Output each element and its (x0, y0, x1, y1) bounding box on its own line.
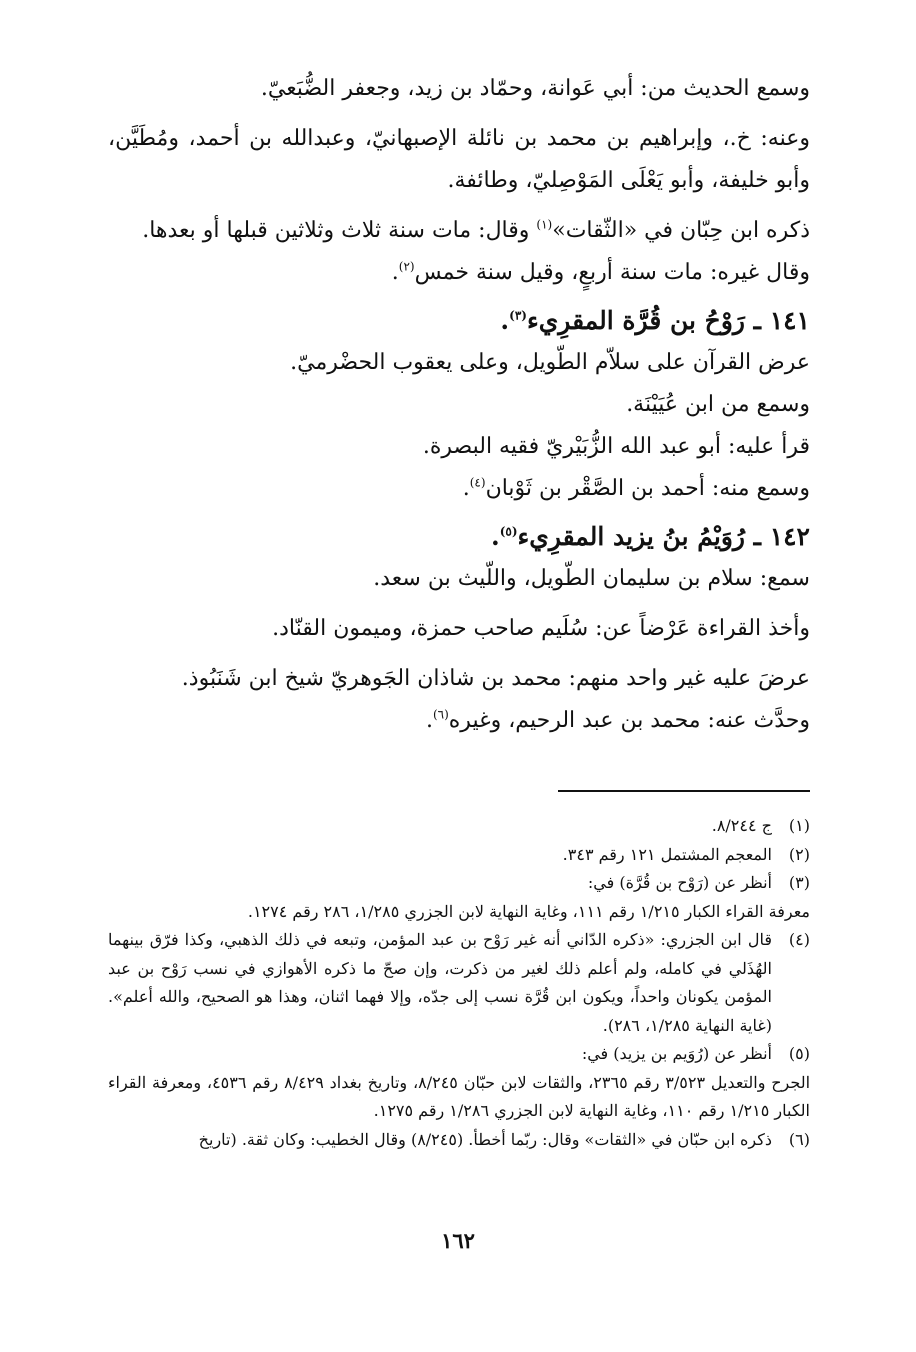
footnote-number: (٣) (788, 873, 810, 892)
heading-text-tail: . (500, 306, 510, 335)
footnote-marker: (٦) (432, 707, 449, 722)
footnote-number: (٤) (788, 930, 810, 949)
paragraph-text: عرضَ عليه غير واحد منهم: محمد بن شاذان الجَوهريّ شيخ ابن شَنَبُوذ. (181, 666, 810, 691)
footnote-4 (108, 926, 810, 1040)
footnote-2 (108, 841, 810, 870)
footnote-number: (٦) (788, 1129, 810, 1149)
paragraph-text: وحدَّث عنه: محمد بن عبد الرحيم، وغيره (448, 708, 810, 733)
heading-text: ١٤١ ـ رَوْحُ بن قُرَّة المقرِيء (526, 306, 810, 335)
paragraph-13 (108, 658, 810, 700)
footnote-marker: (٢) (398, 259, 415, 274)
footnote-line: أنظر عن (رَوْح بن قُرَّة) في: (587, 873, 772, 892)
paragraph-text-tail: . (391, 260, 399, 285)
footnote-body (108, 869, 810, 926)
footnote-line: ذكره ابن حبّان في «الثقات» وقال: ربّما أخطأ. (٨/٢٤٥) وقال الخطيب: وكان ثقة. (تاريخ (198, 1129, 772, 1149)
footnote-line: أنظر عن (رُوَيم بن يزيد) في: (581, 1044, 772, 1063)
paragraph-11 (108, 558, 810, 600)
paragraph-text: وسمع الحديث من: أبي عَوانة، وحمّاد بن زيد، وجعفر الضُّبَعيّ. (260, 76, 810, 101)
paragraph-text: وقال غيره: مات سنة أربعٍ، وقيل سنة خمس (414, 260, 810, 285)
paragraph-text: ذكره ابن حِبّان في «الثّقات» (552, 218, 810, 243)
footnote-5 (108, 1040, 810, 1126)
paragraph-2 (108, 118, 810, 202)
heading-text-tail: . (490, 522, 500, 551)
heading-text: ١٤٢ ـ رُوَيْمُ بنُ يزيد المقرِيء (517, 522, 810, 551)
footnote-number: (١) (788, 816, 810, 835)
page-number: ١٦٢ (441, 1228, 475, 1253)
paragraph-text-tail: . (462, 476, 470, 501)
footnote-line: المعجم المشتمل ١٢١ رقم ٣٤٣. (562, 844, 772, 864)
paragraph-text: قرأ عليه: أبو عبد الله الزُّبَيْريّ فقيه البصرة. (422, 434, 810, 459)
footnote-line: الجرح والتعديل ٣/٥٢٣ رقم ٢٣٦٥، والثقات لابن حبّان ٨/٢٤٥، وتاريخ بغداد ٨/٤٢٩ رقم ٤٥٣٦، ومعرفة القراء الكبار ١/٢١٥ رقم ١١٠، وغاية النهاية لابن الجزري ١/٢٨٦ رقم ١٢٧٥. (108, 1072, 811, 1120)
main-text (108, 68, 810, 742)
paragraph-7 (108, 384, 810, 426)
footnote-body (108, 1126, 772, 1155)
paragraph-6 (108, 342, 810, 384)
footnote-marker: (٣) (509, 308, 527, 323)
entry-heading-141 (108, 300, 810, 342)
paragraph-text: وسمع منه: أحمد بن الصَّقْر بن ثَوْبان (485, 476, 810, 501)
footnote-body (108, 1040, 811, 1126)
paragraph-8 (108, 426, 810, 468)
footnotes-section (108, 812, 810, 1154)
paragraph-9 (108, 468, 810, 510)
paragraph-text: وسمع من ابن عُيَيْنَة. (626, 392, 810, 417)
paragraph-1 (108, 68, 810, 110)
footnote-body (108, 926, 772, 1040)
paragraph-text-tail: وقال: مات سنة ثلاث وثلاثين قبلها أو بعدها. (142, 218, 537, 243)
paragraph-14 (108, 700, 810, 742)
paragraph-3 (108, 210, 810, 252)
entry-heading-142 (108, 516, 810, 558)
footnote-line: قال ابن الجزري: «ذكره الدّاني أنه غير رَوْح بن عبد المؤمن، وتبعه في ذلك الذهبي، وكذا فرّق بينهما الهُذَلي في كامله، ولم أعلم ذلك لغير من ذكرت، وإن صحّ ما ذكره الأهوازي في نسب رَوْح بن عبد المؤمن يكونان واحداً، ويكون ابن قُرَّة نسب إلى جدّه، وإلا فهما اثنان، وهذا هو الصحيح، والله أعلم». (غاية النهاية ١/٢٨٥، ٢٨٦). (108, 930, 772, 1035)
footnote-6 (108, 1126, 810, 1155)
footnote-divider (558, 790, 810, 792)
paragraph-text: وعنه: خ.، وإبراهيم بن محمد بن نائلة الإصبهانيّ، وعبدالله بن أحمد، ومُطَيَّن، وأبو خليفة، وأبو يَعْلَى المَوْصِليّ، وطائفة. (108, 126, 810, 193)
footnote-line: ج ٨/٢٤٤. (711, 816, 772, 835)
footnote-3 (108, 869, 810, 926)
footnote-number: (٢) (788, 844, 810, 864)
paragraph-text: عرض القرآن على سلاّم الطّويل، وعلى يعقوب الحضْرميّ. (290, 350, 810, 375)
paragraph-text: وأخذ القراءة عَرْضاً عن: سُلَيم صاحب حمزة، وميمون القنّاد. (272, 616, 810, 641)
footnote-number: (٥) (788, 1044, 810, 1063)
paragraph-text-tail: . (425, 708, 433, 733)
footnote-marker: (٥) (499, 524, 518, 539)
paragraph-4 (108, 252, 810, 294)
footnote-1 (108, 812, 810, 841)
footnote-body (108, 841, 772, 870)
footnote-body (108, 812, 772, 841)
paragraph-text: سمع: سلام بن سليمان الطّويل، واللّيث بن سعد. (373, 566, 810, 591)
footnote-line: معرفة القراء الكبار ١/٢١٥ رقم ١١١، وغاية النهاية لابن الجزري ١/٢٨٥، ٢٨٦ رقم ١٢٧٤. (247, 901, 810, 921)
paragraph-12 (108, 608, 810, 650)
footnote-marker: (١) (536, 217, 553, 232)
footnote-marker: (٤) (469, 475, 486, 490)
